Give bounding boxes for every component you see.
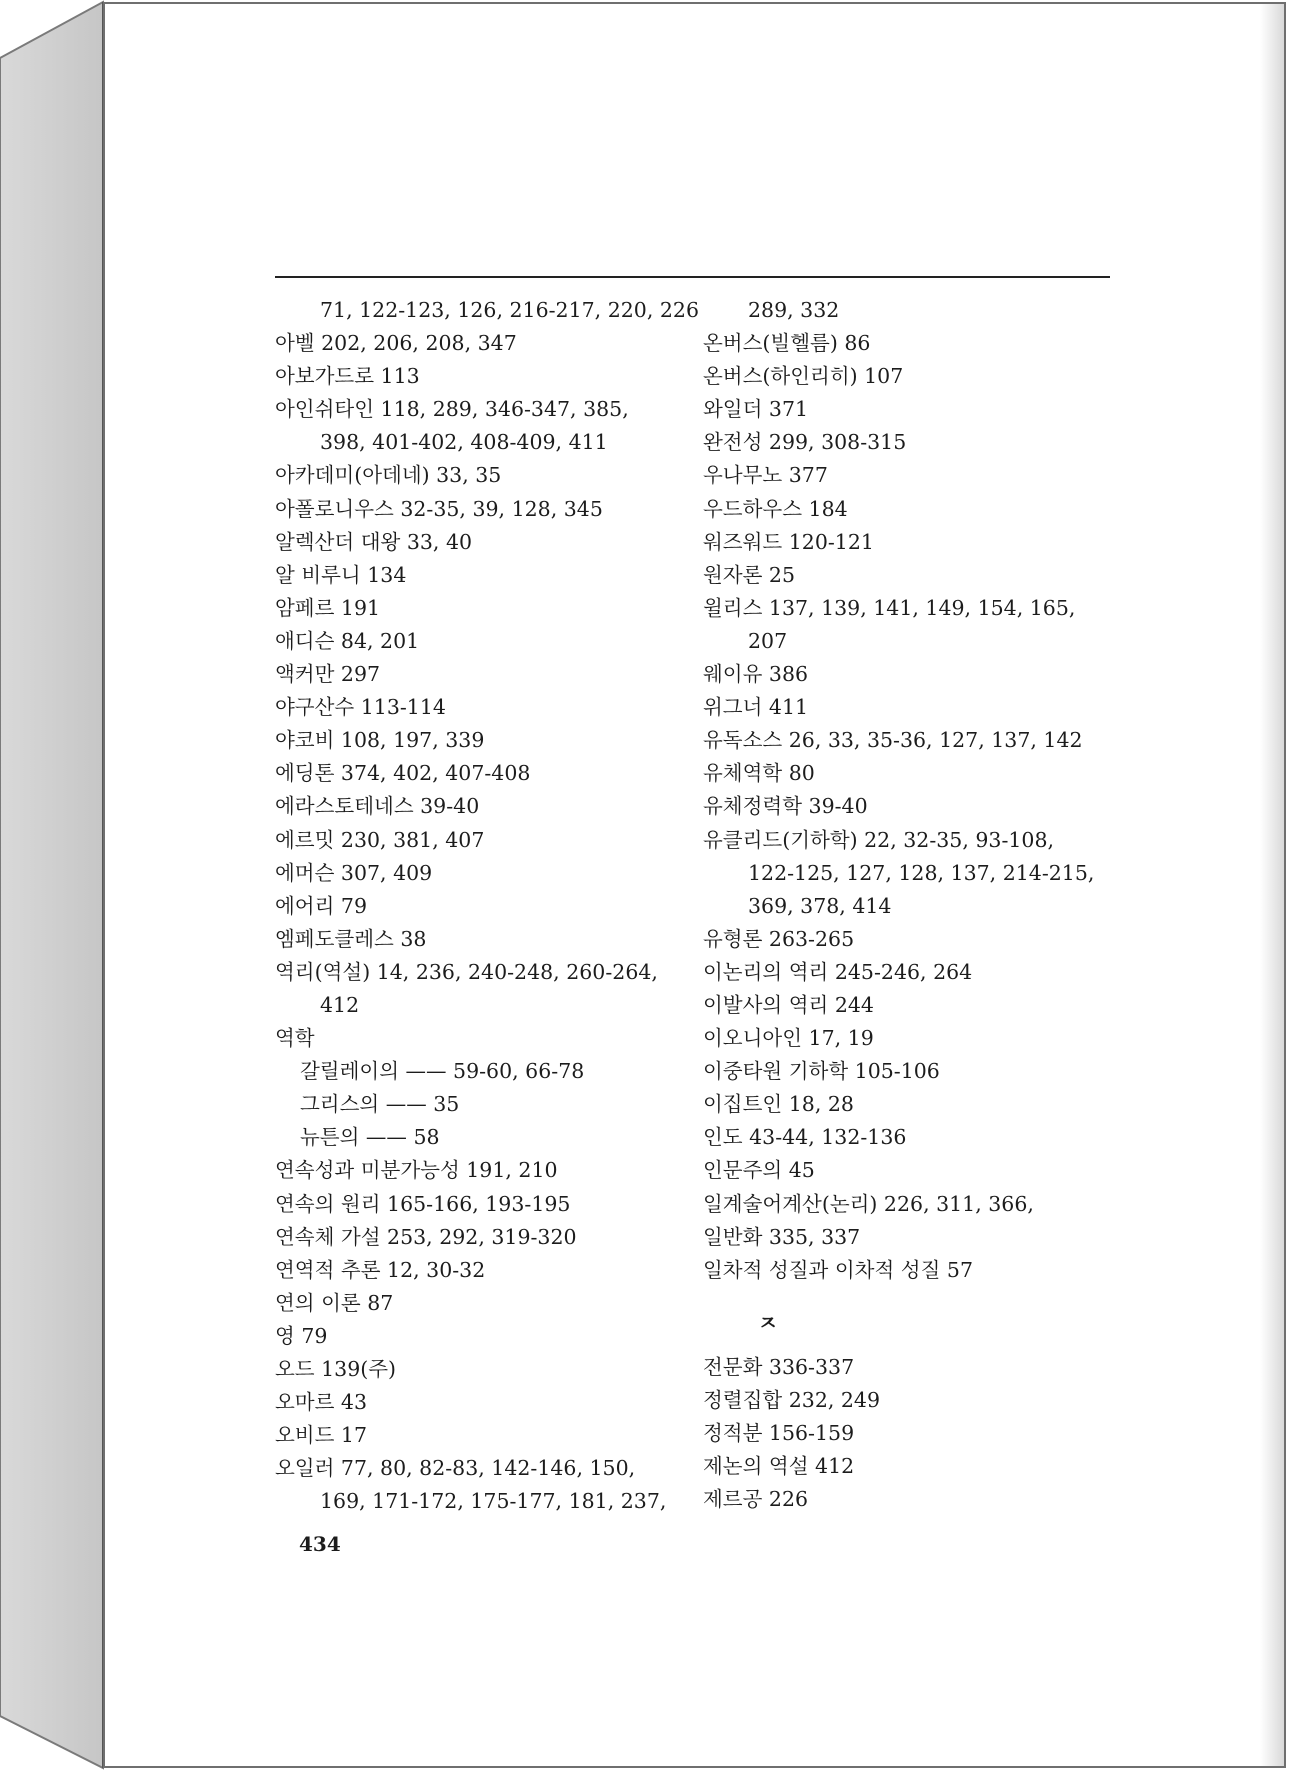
index-entry: 액커만 297: [275, 662, 381, 687]
index-entry: 영 79: [275, 1323, 328, 1348]
index-entry: 엠페도클레스 38: [275, 926, 427, 951]
index-entry: 이집트인 18, 28: [703, 1092, 854, 1117]
index-entry: 에라스토테네스 39-40: [275, 794, 480, 819]
index-entry: 제논의 역설 412: [703, 1454, 855, 1479]
index-entry: 아카데미(아데네) 33, 35: [275, 463, 502, 488]
index-entry: 169, 171-172, 175-177, 181, 237,: [320, 1489, 667, 1514]
index-entry: 에어리 79: [275, 893, 368, 918]
index-entry: 원자론 25: [703, 562, 796, 587]
index-entry: 122-125, 127, 128, 137, 214-215,: [748, 860, 1095, 885]
page-edge-shadow: [1260, 4, 1284, 1766]
index-entry: 유독소스 26, 33, 35-36, 127, 137, 142: [703, 728, 1083, 753]
index-entry: 연속성과 미분가능성 191, 210: [275, 1158, 558, 1183]
index-entry: 398, 401-402, 408-409, 411: [320, 430, 608, 455]
index-entry: 인도 43-44, 132-136: [703, 1125, 907, 1150]
index-entry: 연속의 원리 165-166, 193-195: [275, 1191, 571, 1216]
index-entry: 우드하우스 184: [703, 496, 848, 521]
index-entry: 에딩톤 374, 402, 407-408: [275, 761, 531, 786]
index-entry: 이논리의 역리 245-246, 264: [703, 959, 973, 984]
index-entry: 일계술어계산(논리) 226, 311, 366,: [703, 1191, 1034, 1216]
index-entry: 애디슨 84, 201: [275, 628, 420, 653]
index-entry: 연역적 추론 12, 30-32: [275, 1257, 486, 1282]
page-number: 434: [299, 1532, 341, 1556]
index-entry: 알 비루니 134: [275, 562, 407, 587]
index-entry: 207: [748, 628, 788, 653]
index-entry: 야코비 108, 197, 339: [275, 728, 485, 753]
index-entry: 역학: [275, 1026, 315, 1051]
index-entry: 그리스의 —— 35: [300, 1092, 460, 1117]
index-entry: 연의 이론 87: [275, 1290, 394, 1315]
index-entry: 이발사의 역리 244: [703, 992, 874, 1017]
index-entry: 아벨 202, 206, 208, 347: [275, 331, 517, 356]
index-entry: 오비드 17: [275, 1423, 368, 1448]
index-entry: 오드 139(주): [275, 1357, 397, 1381]
index-entry: 암페르 191: [275, 595, 381, 620]
index-entry: 제르공 226: [703, 1487, 809, 1512]
index-entry: 알렉산더 대왕 33, 40: [275, 529, 473, 554]
index-entry: 369, 378, 414: [748, 893, 892, 918]
index-entry: 유체정력학 39-40: [703, 794, 868, 819]
index-entry: 우나무노 377: [703, 463, 828, 488]
index-entry: 이중타원 기하학 105-106: [703, 1059, 940, 1084]
index-page: [103, 2, 1286, 1768]
index-entry: 완전성 299, 308-315: [703, 430, 907, 455]
index-entry: 일차적 성질과 이차적 성질 57: [703, 1257, 973, 1282]
index-entry: 뉴튼의 —— 58: [300, 1125, 440, 1150]
index-entry: 289, 332: [748, 298, 840, 322]
index-entry: 아보가드로 113: [275, 364, 420, 389]
index-entry: 이오니아인 17, 19: [703, 1026, 874, 1051]
index-column-left: [275, 294, 705, 1518]
index-entry: 오일러 77, 80, 82-83, 142-146, 150,: [275, 1456, 636, 1481]
index-entry: 정적분 156-159: [703, 1421, 855, 1445]
index-entry: 인문주의 45: [703, 1158, 815, 1183]
index-entry: 아인쉬타인 118, 289, 346-347, 385,: [275, 397, 629, 422]
index-entry: 아폴로니우스 32-35, 39, 128, 345: [275, 496, 603, 521]
index-entry: 유형론 263-265: [703, 926, 855, 951]
index-entry: 71, 122-123, 126, 216-217, 220, 226: [320, 298, 699, 322]
index-entry: 유클리드(기하학) 22, 32-35, 93-108,: [703, 827, 1055, 852]
index-entry: 온버스(하인리히) 107: [703, 364, 904, 389]
index-entry: 에르밋 230, 381, 407: [275, 827, 485, 852]
index-entry: 오마르 43: [275, 1390, 368, 1415]
index-entry: 연속체 가설 253, 292, 319-320: [275, 1224, 577, 1249]
index-column-right: [703, 294, 1113, 1516]
index-entry: 전문화 336-337: [703, 1354, 855, 1379]
index-entry: 412: [320, 992, 360, 1017]
index-section-heading: ㅈ: [758, 1310, 778, 1335]
index-entry: 역리(역설) 14, 236, 240-248, 260-264,: [275, 959, 658, 984]
index-entry: 워즈워드 120-121: [703, 529, 874, 554]
index-entry: 온버스(빌헬름) 86: [703, 331, 871, 356]
index-entry: 갈릴레이의 —— 59-60, 66-78: [300, 1059, 585, 1084]
index-entry: 야구산수 113-114: [275, 695, 446, 720]
index-entry: 위그너 411: [703, 695, 809, 720]
index-entry: 윌리스 137, 139, 141, 149, 154, 165,: [703, 595, 1076, 620]
index-entry: 웨이유 386: [703, 662, 809, 687]
header-rule: [275, 276, 1110, 278]
index-entry: 와일더 371: [703, 397, 809, 422]
index-entry: 정렬집합 232, 249: [703, 1387, 881, 1412]
index-entry: 유체역학 80: [703, 761, 815, 786]
index-entry: 일반화 335, 337: [703, 1224, 861, 1249]
index-entry: 에머슨 307, 409: [275, 860, 433, 885]
